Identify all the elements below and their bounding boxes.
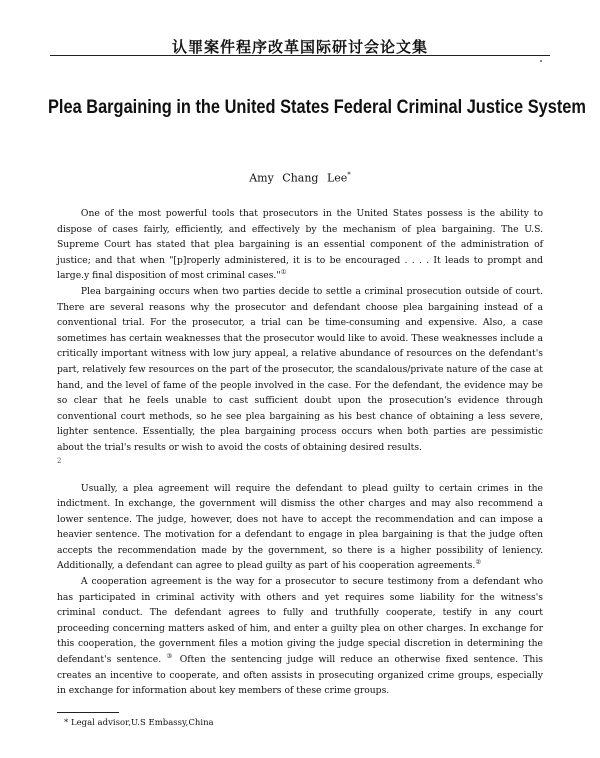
footnote-divider	[57, 712, 119, 713]
paper-title: Plea Bargaining in the United States Federal Criminal Justice System	[48, 96, 586, 118]
paragraph-4	[57, 574, 543, 699]
stray-mark: 2	[57, 456, 62, 465]
running-header: 认罪案件程序改革国际研讨会论文集	[171, 38, 428, 56]
paragraph-1-text: One of the most powerful tools that prosecutors in the United States possess is the ability to dispose of cases fairly, efficiently, and effectively by the mechanism of plea bargaining. The U.S. Supreme Court has stated that plea bargaining is an essential component of the administration of justice; and that when "[p]roperly administered, it is to be encouraged . . . . It leads to prompt and large.y final disposition of most criminal cases."	[57, 208, 543, 282]
paragraph-2	[57, 284, 543, 456]
paragraph-3	[57, 481, 543, 575]
paragraph-3-text: Usually, a plea agreement will require the defendant to plead guilty to certain crimes in the indictment. In exchange, the government will dismiss the other charges and may also recommend a lower sentence. The judge, however, does not have to accept the recommendation and can impose a heavier sentence. The motivation for a defendant to engage in plea bargaining is that the judge often accepts the recommendation made by the government, so there is a higher possibility of leniency. Additionally, a defendant can agree to plead guilty as part of his cooperation agreements.	[57, 482, 543, 572]
footnote-mark: *	[64, 718, 69, 728]
header-divider	[50, 55, 550, 56]
paragraph-1	[57, 206, 543, 284]
footnote-ref-2: ②	[475, 558, 482, 567]
footnote-ref-1: ①	[280, 268, 287, 277]
body-text	[57, 206, 543, 699]
footnote-text: Legal advisor,U.S Embassy,China	[70, 718, 214, 728]
paragraph-2-text: Plea bargaining occurs when two parties decide to settle a criminal prosecution outside of court. There are several reasons why the prosecutor and defendant choose plea bargaining instead of a conventional trial. For the prosecutor, a trial can be time-consuming and expensive. Also, a case sometimes has certain weaknesses that the prosecutor would like to avoid. These weaknesses include a critically important witness with low jury appeal, a relative abundance of resources on the defendant's part, relatively few resources on the part of the prosecutor, the scandalous/private nature of the case at hand, and the level of fame of the people involved in the case. For the defendant, the evidence may be so clear that he feels unable to cast sufficient doubt upon the prosecution's evidence through conventional court methods, so he see plea bargaining as his best chance of obtaining a less severe, lighter sentence. Essentially, the plea bargaining process occurs when both parties are pessimistic about the trial's results or wish to avoid the costs of obtaining desired results.	[57, 285, 543, 453]
author-line	[0, 171, 600, 185]
author-name: Amy Chang Lee	[249, 171, 348, 185]
paragraph-4-text-after: Often the sentencing judge will reduce an otherwise fixed sentence. This creates an incentive to cooperate, and often assists in prosecuting organized crime groups, especially in exchange for information about key members of these crime groups.	[57, 654, 543, 697]
paragraph-4-text-before: A cooperation agreement is the way for a prosecutor to secure testimony from a defendant who has participated in criminal activity with others and yet requires some liability for the witness's criminal conduct. The defendant agrees to fully and truthfully cooperate, testify in any court proceeding concerning matters asked of him, and enter a guilty plea on other charges. In exchange for this cooperation, the government files a motion giving the judge special discretion in determining the defendant's sentence.	[57, 576, 543, 666]
scan-speck	[540, 60, 542, 62]
footnote-ref-3: ③	[166, 651, 175, 660]
footnote	[64, 718, 214, 728]
author-footnote-mark: *	[347, 171, 351, 179]
